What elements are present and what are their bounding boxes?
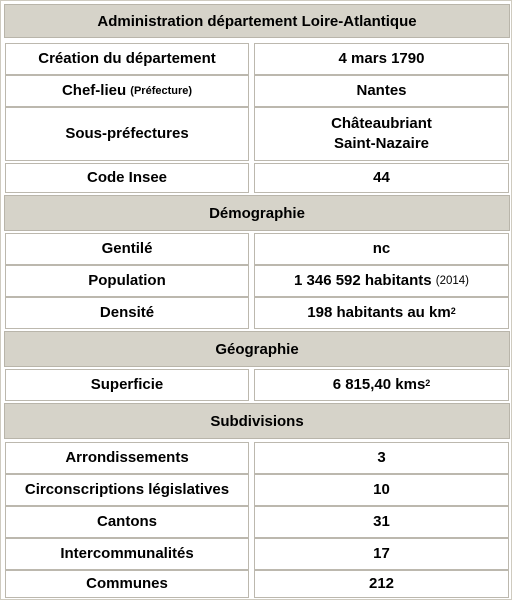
value-creation bbox=[254, 43, 509, 75]
value-population bbox=[254, 265, 509, 297]
label-chef-lieu-text: Chef-lieu bbox=[61, 82, 127, 99]
label-circonscriptions-text: Circonscriptions législatives bbox=[24, 481, 230, 498]
value-densite: 198 habitants au km $^2$ bbox=[254, 297, 509, 329]
sous-prefecture-2: Saint-Nazaire bbox=[333, 135, 430, 152]
value-cantons bbox=[254, 506, 509, 538]
section-demographie bbox=[4, 195, 510, 231]
label-creation-text: Création du département bbox=[38, 50, 216, 67]
value-code-insee-text: 44 bbox=[373, 169, 390, 186]
section-geographie-text: Géographie bbox=[215, 340, 299, 358]
value-chef-lieu bbox=[254, 75, 509, 107]
label-superficie-text: Superficie bbox=[90, 376, 164, 393]
value-intercommunalites-text: 17 bbox=[373, 545, 390, 562]
label-gentile bbox=[5, 233, 249, 265]
value-creation-text: 4 mars 1790 bbox=[338, 50, 425, 67]
value-circonscriptions bbox=[254, 474, 509, 506]
label-intercommunalites-text: Intercommunalités bbox=[60, 545, 194, 562]
infobox-title bbox=[4, 4, 510, 38]
value-circonscriptions-text: 10 bbox=[373, 481, 390, 498]
value-sous-prefectures bbox=[254, 107, 509, 161]
section-demographie-text: Démographie bbox=[209, 204, 305, 222]
label-chef-lieu-note: (Préfecture) bbox=[130, 85, 193, 97]
value-arrondissements bbox=[254, 442, 509, 474]
label-code-insee bbox=[5, 163, 249, 193]
label-communes bbox=[5, 570, 249, 598]
infobox-title-text: Administration département Loire-Atlantique bbox=[97, 12, 417, 30]
sous-prefecture-1: Châteaubriant bbox=[331, 115, 432, 132]
label-densite bbox=[5, 297, 249, 329]
section-geographie bbox=[4, 331, 510, 367]
value-chef-lieu-text: Nantes bbox=[356, 82, 407, 99]
value-intercommunalites bbox=[254, 538, 509, 570]
label-arrondissements bbox=[5, 442, 249, 474]
section-subdivisions-text: Subdivisions bbox=[210, 412, 304, 430]
value-population-text: 1 346 592 habitants bbox=[294, 272, 432, 289]
value-superficie-text: 6 815,40 kms bbox=[332, 376, 426, 393]
value-gentile bbox=[254, 233, 509, 265]
value-arrondissements-text: 3 bbox=[377, 449, 386, 466]
label-densite-text: Densité bbox=[99, 304, 155, 321]
label-cantons bbox=[5, 506, 249, 538]
value-cantons-text: 31 bbox=[373, 513, 390, 530]
value-communes bbox=[254, 570, 509, 598]
label-population-text: Population bbox=[88, 272, 166, 289]
value-densite-text: 198 habitants au km bbox=[307, 304, 451, 321]
label-cantons-text: Cantons bbox=[97, 513, 157, 530]
value-superficie: 6 815,40 kms $^2$ bbox=[254, 369, 509, 401]
label-sous-prefectures-text: Sous-préfectures bbox=[65, 125, 189, 142]
label-chef-lieu bbox=[5, 75, 249, 107]
value-communes-text: 212 bbox=[368, 575, 395, 592]
label-population bbox=[5, 265, 249, 297]
label-sous-prefectures bbox=[5, 107, 249, 161]
value-code-insee bbox=[254, 163, 509, 193]
label-superficie bbox=[5, 369, 249, 401]
label-arrondissements-text: Arrondissements bbox=[65, 449, 189, 466]
value-population-year: (2014) bbox=[435, 275, 469, 287]
label-code-insee-text: Code Insee bbox=[86, 169, 168, 186]
label-creation bbox=[5, 43, 249, 75]
label-intercommunalites bbox=[5, 538, 249, 570]
value-gentile-text: nc bbox=[372, 240, 391, 257]
section-subdivisions bbox=[4, 403, 510, 439]
label-gentile-text: Gentilé bbox=[101, 240, 153, 257]
label-circonscriptions bbox=[5, 474, 249, 506]
label-communes-text: Communes bbox=[86, 575, 168, 592]
